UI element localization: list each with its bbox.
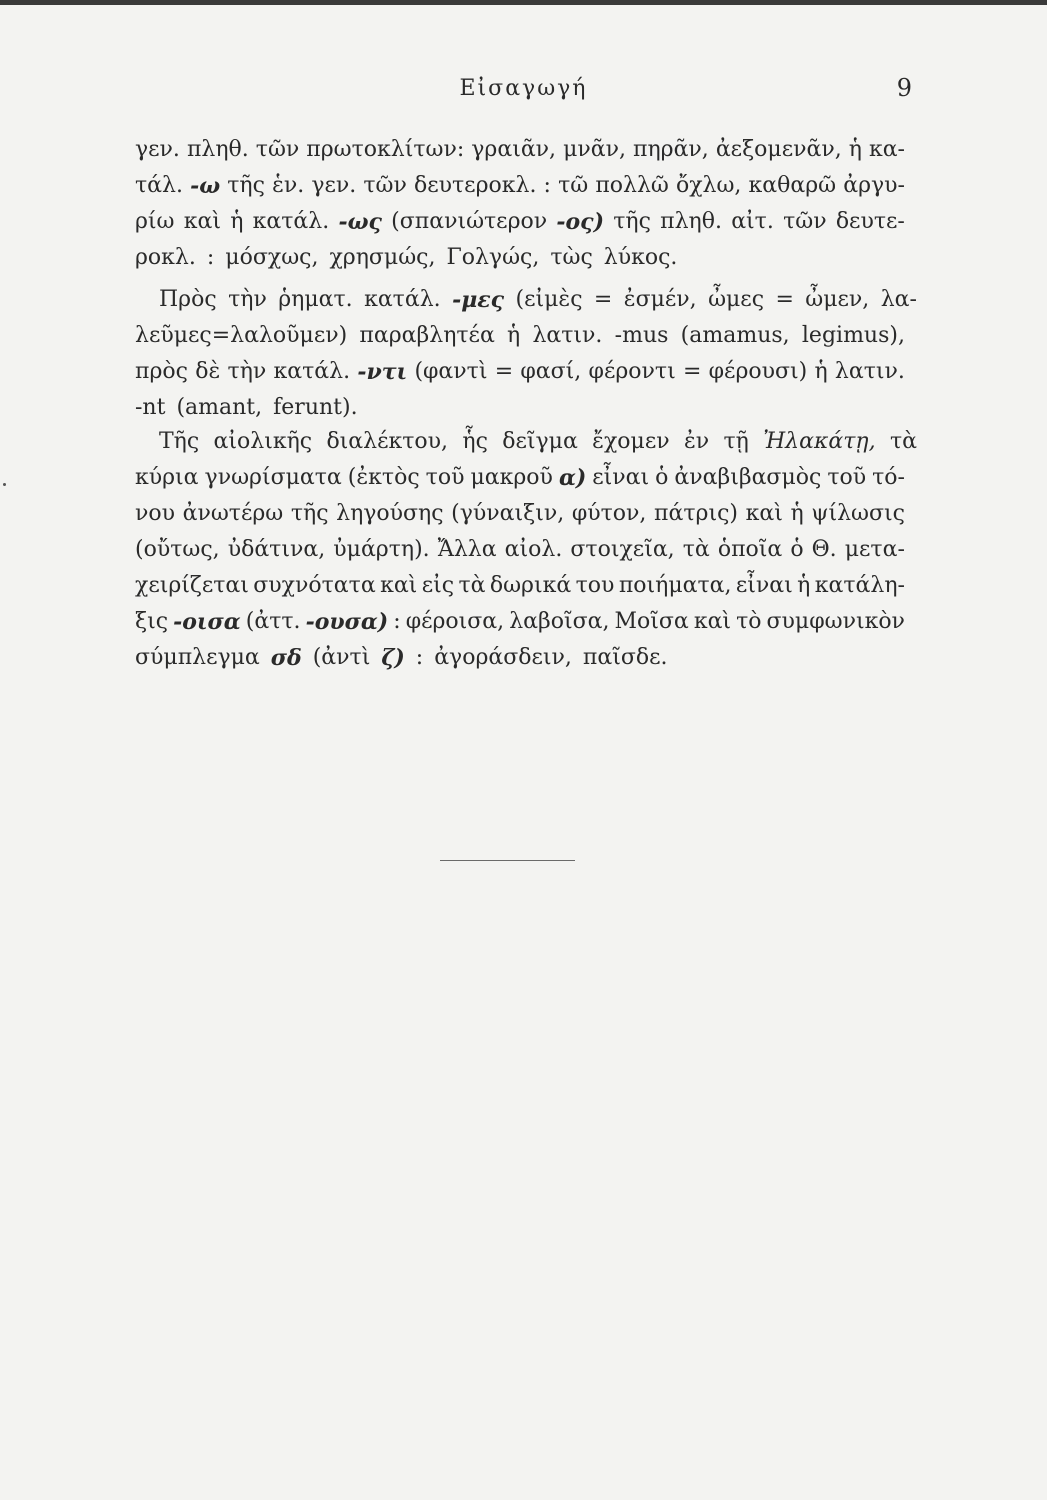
word: τό- [872,465,905,490]
word: ζ) [381,645,405,671]
text-line [135,460,905,496]
word: ἐσμέν, [623,287,697,312]
word: λατιν. [532,323,603,348]
word: (ἀττ. [245,609,301,634]
word: χειρίζεται [135,573,249,598]
text-line [135,132,905,168]
word: τὸ [736,609,762,634]
word: λεῦμες=λαλοῦμεν) [135,323,348,348]
word: τῇ [723,429,749,454]
running-header-title: Εἰσαγωγή [459,76,588,101]
word: κατάλ. [273,359,351,384]
word: legimus), [801,323,905,348]
word: (φαντὶ [414,359,488,384]
word: τὰ [682,537,710,562]
word: φέροισα, [405,609,505,634]
word: δευτεροκλ. [413,173,537,198]
word: ἡ [797,573,811,598]
word: ἀναβιβασμὸς [674,465,822,490]
word: ψίλωσις [811,501,905,526]
word: σδ [270,645,302,671]
page-number: 9 [896,74,912,102]
word: : [393,609,401,634]
word: ληγούσης [336,501,444,526]
word: χρησμώς, [329,245,436,270]
word: τῶ [558,173,589,198]
word: ἀεξομενᾶν, [715,137,842,162]
word: πληθ. [186,137,249,162]
word: δὲ [195,359,221,384]
word: ῥηματ. [278,287,353,312]
word: : [206,245,215,270]
word: αἰολικῆς [213,429,313,454]
word: γραιᾶν, [471,137,557,162]
word: = [494,359,514,384]
word: πληθ. [660,209,722,234]
word: ρίω [135,209,175,234]
word: ἔχομεν [592,429,670,454]
word: ἀργυ- [843,173,905,198]
word: τοῦ [827,465,867,490]
word: ροκλ. [135,245,196,270]
word: καθαρῶ [748,173,837,198]
word: καὶ [183,209,221,234]
word: (οὔτως, [135,537,220,562]
text-line [135,168,905,204]
word: ferunt). [273,395,358,420]
word: παραβλητέα [359,323,495,348]
word: κατάλ. [364,287,441,312]
word: ὁ [655,465,669,490]
word: μετα- [844,537,905,562]
text-line [135,496,905,532]
margin-speck [3,483,6,486]
word: ποιήματα, [618,573,732,598]
text-line [135,604,905,640]
word: ἡ [230,209,244,234]
word: διαλέκτου, [326,429,449,454]
word: = [775,287,794,312]
word: εἶναι [735,573,793,598]
word: τὰ [458,573,486,598]
word: ἀνωτέρω [182,501,284,526]
word: -ος) [556,209,604,235]
word: -ουσα) [305,609,389,635]
word: μνᾶν, [563,137,626,162]
word: λύκος. [603,245,678,270]
word: λατιν. [834,359,905,384]
word: φέροντι [588,359,676,384]
word: ὄχλω, [675,173,742,198]
word: α) [558,465,587,491]
word: γεν. [311,173,357,198]
word: τῆς [290,501,329,526]
word: Ἠλακάτῃ, [763,429,876,454]
word: ἡ [848,137,862,162]
word: δεῖγμα [502,429,578,454]
word: (ἐκτὸς [347,465,420,490]
word: = [682,359,702,384]
text-line [135,354,905,390]
text-line [135,318,905,354]
word: πρωτοκλίτων: [306,137,465,162]
word: πολλῶ [595,173,669,198]
word: ὁ [790,537,804,562]
word: (σπανιώτερον [391,209,548,234]
word: (amant, [176,395,263,420]
word: ξις [135,609,169,634]
word: -οισα [173,609,241,635]
word: Γολγώς, [446,245,540,270]
word: του [575,573,615,598]
word: ἡ [507,323,521,348]
word: φέρουσι) [708,359,808,384]
word: γνωρίσματα [204,465,342,490]
word: πηρᾶν, [633,137,709,162]
word: -ντι [357,359,408,385]
text-line [135,240,905,276]
word: αἰτ. [731,209,774,234]
word: (εἰμὲς [515,287,583,312]
word: -mus [614,323,669,348]
scan-top-edge [0,0,1047,5]
word: -ω [190,173,221,199]
word: κατάλη- [814,573,905,598]
text-line [135,532,905,568]
word: τῆς [227,173,265,198]
word: ὁποῖα [717,537,783,562]
word: ἑν. [272,173,305,198]
word: ἧς [462,429,488,454]
word: γεν. [135,137,180,162]
word: : [543,173,551,198]
word: τοῦ [425,465,465,490]
word: εἰς [421,573,455,598]
word: Τῆς [159,429,200,454]
word: ὐμάρτη). [333,537,430,562]
text-line [147,424,917,460]
word: ἡ [790,501,804,526]
footer-rule [440,860,575,861]
word: τὰ [889,429,917,454]
word: φασί, [520,359,582,384]
word: -nt [135,395,166,420]
word: μακροῦ [470,465,553,490]
word: τῆς [613,209,651,234]
word: Ἄλλα [437,537,497,562]
text-line [135,640,905,676]
word: φύτον, [571,501,647,526]
word: μόσχως, [225,245,319,270]
text-line [135,390,905,426]
word: κύρια [135,465,199,490]
word: καὶ [693,609,732,634]
word: κα- [868,137,905,162]
word: -ως [338,209,382,235]
word: -μες [452,287,505,313]
word: τῶν [783,209,827,234]
word: νου [135,501,175,526]
word: = [593,287,613,312]
text-line [147,282,917,318]
word: λαβοῖσα, [509,609,610,634]
word: αἰολ. [504,537,563,562]
word: σύμπλεγμα [135,645,260,670]
word: (γύναιξιν, [451,501,565,526]
word: καὶ [380,573,418,598]
text-line [135,204,905,240]
word: Θ. [811,537,837,562]
word: δευτε- [835,209,905,234]
word: στοιχεῖα, [570,537,675,562]
word: ἐν [683,429,710,454]
word: λα- [880,287,917,312]
word: Πρὸς [159,287,217,312]
word: τάλ. [135,173,183,198]
word: (amamus, [680,323,790,348]
word: εἶναι [592,465,650,490]
word: τῶν [363,173,407,198]
word: καὶ [745,501,783,526]
word: δωρικά [489,573,572,598]
word: ὦμεν, [805,287,870,312]
word: τὴν [228,287,267,312]
word: τὼς [550,245,593,270]
word: κατάλ. [252,209,330,234]
word: πάτρις) [654,501,738,526]
word: τῶν [255,137,300,162]
word: : [415,645,424,670]
word: συμφωνικὸν [766,609,905,634]
word: ὦμες [708,287,765,312]
word: Μοῖσα [614,609,689,634]
word: ἡ [814,359,828,384]
word: (ἀντὶ [312,645,371,670]
word: τὴν [227,359,267,384]
word: συχνότατα [253,573,376,598]
text-line [135,568,905,604]
word: ὐδάτινα, [227,537,326,562]
word: παῖσδε. [582,645,668,670]
word: ἀγοράσδειν, [434,645,572,670]
word: πρὸς [135,359,188,384]
